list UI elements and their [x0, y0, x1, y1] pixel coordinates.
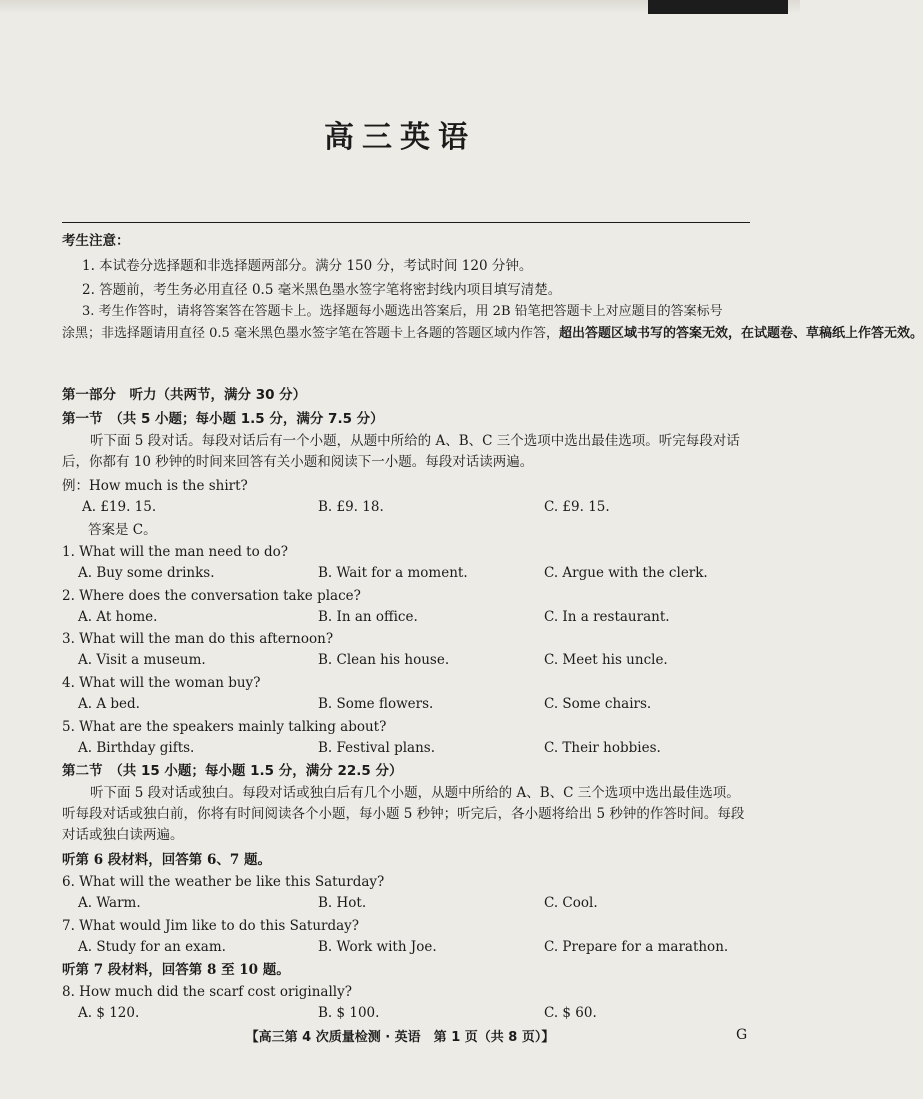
q8-option-a: A. $ 120. [78, 1005, 140, 1021]
q7-option-b: B. Work with Joe. [318, 939, 437, 955]
q3-option-c: C. Meet his uncle. [544, 652, 668, 668]
page-title: 高三英语 [324, 120, 476, 155]
directions-text: 听下面 5 段对话或独白。每段对话或独白后有几个小题，从题中所给的 A、B、C 三个选项中选出最佳选项。听每段对话或独白前，你将有时间阅读各个小题，每小题 5 秒钟；听完后，各小题将给出 5 秒钟的作答时间。每段对话或独白读两遍。 [62, 785, 745, 843]
notice-heading: 考生注意： [62, 233, 130, 249]
q6-option-a: A. Warm. [78, 895, 141, 911]
example-option-c: C. £9. 15. [544, 499, 610, 515]
question-1: 1. What will the man need to do? [62, 544, 288, 560]
example-option-b: B. £9. 18. [318, 499, 384, 515]
section-directions [62, 783, 752, 846]
q5-option-a: A. Birthday gifts. [78, 740, 195, 756]
q6-option-c: C. Cool. [544, 895, 598, 911]
q8-option-c: C. $ 60. [544, 1005, 597, 1021]
question-5: 5. What are the speakers mainly talking about? [62, 719, 387, 735]
section-directions [62, 431, 752, 473]
q1-option-b: B. Wait for a moment. [318, 565, 468, 581]
question-3: 3. What will the man do this afternoon? [62, 631, 334, 647]
q2-option-b: B. In an office. [318, 609, 418, 625]
q7-option-a: A. Study for an exam. [78, 939, 226, 955]
question-7: 7. What would Jim like to do this Saturday? [62, 918, 360, 934]
notice-item: 3. 考生作答时，请将答案答在答题卡上。选择题每小题选出答案后，用 2B 铅笔把答题卡上对应题目的答案标号 [82, 304, 723, 319]
q4-option-c: C. Some chairs. [544, 696, 652, 712]
question-6: 6. What will the weather be like this Saturday? [62, 874, 385, 890]
q4-option-b: B. Some flowers. [318, 696, 434, 712]
q7-option-c: C. Prepare for a marathon. [544, 939, 729, 955]
q5-option-c: C. Their hobbies. [544, 740, 661, 756]
question-8: 8. How much did the scarf cost originally? [62, 984, 352, 1000]
q6-option-b: B. Hot. [318, 895, 367, 911]
q3-option-b: B. Clean his house. [318, 652, 450, 668]
example-option-a: A. £19. 15. [82, 499, 157, 515]
section-heading: 第一节 （共 5 小题；每小题 1.5 分，满分 7.5 分） [62, 411, 384, 427]
notice-text: 涂黑；非选择题请用直径 0.5 毫米黑色墨水签字笔在答题卡上各题的答题区域内作答， [62, 326, 559, 341]
q4-option-a: A. A bed. [78, 696, 140, 712]
q2-option-c: C. In a restaurant. [544, 609, 670, 625]
notice-item-continued [62, 325, 923, 343]
example-question: 例：How much is the shirt? [62, 478, 248, 494]
question-4: 4. What will the woman buy? [62, 675, 261, 691]
material-intro: 听第 6 段材料，回答第 6、7 题。 [62, 852, 271, 868]
q5-option-b: B. Festival plans. [318, 740, 435, 756]
page-footer: 【高三第 4 次质量检测 · 英语 第 1 页（共 8 页）】 [245, 1030, 555, 1045]
notice-item: 1. 本试卷分选择题和非选择题两部分。满分 150 分，考试时间 120 分钟。 [82, 258, 533, 274]
notice-item: 2. 答题前，考生务必用直径 0.5 毫米黑色墨水签字笔将密封线内项目填写清楚。 [82, 282, 562, 298]
question-2: 2. Where does the conversation take place? [62, 588, 361, 604]
q3-option-a: A. Visit a museum. [78, 652, 206, 668]
example-answer: 答案是 C。 [88, 522, 157, 538]
q2-option-a: A. At home. [78, 609, 158, 625]
q1-option-c: C. Argue with the clerk. [544, 565, 708, 581]
material-intro: 听第 7 段材料，回答第 8 至 10 题。 [62, 962, 290, 978]
part-heading: 第一部分 听力（共两节，满分 30 分） [62, 387, 307, 403]
section-heading: 第二节 （共 15 小题；每小题 1.5 分，满分 22.5 分） [62, 763, 403, 779]
directions-text: 听下面 5 段对话。每段对话后有一个小题，从题中所给的 A、B、C 三个选项中选出最佳选项。听完每段对话后，你都有 10 秒钟的时间来回答有关小题和阅读下一小题。每段对话读两遍。 [62, 433, 740, 470]
notice-emphasis: 超出答题区域书写的答案无效，在试题卷、草稿纸上作答无效。 [558, 326, 923, 341]
page-mark: G [736, 1027, 748, 1043]
title-divider [62, 222, 750, 223]
q8-option-b: B. $ 100. [318, 1005, 380, 1021]
q1-option-a: A. Buy some drinks. [78, 565, 215, 581]
